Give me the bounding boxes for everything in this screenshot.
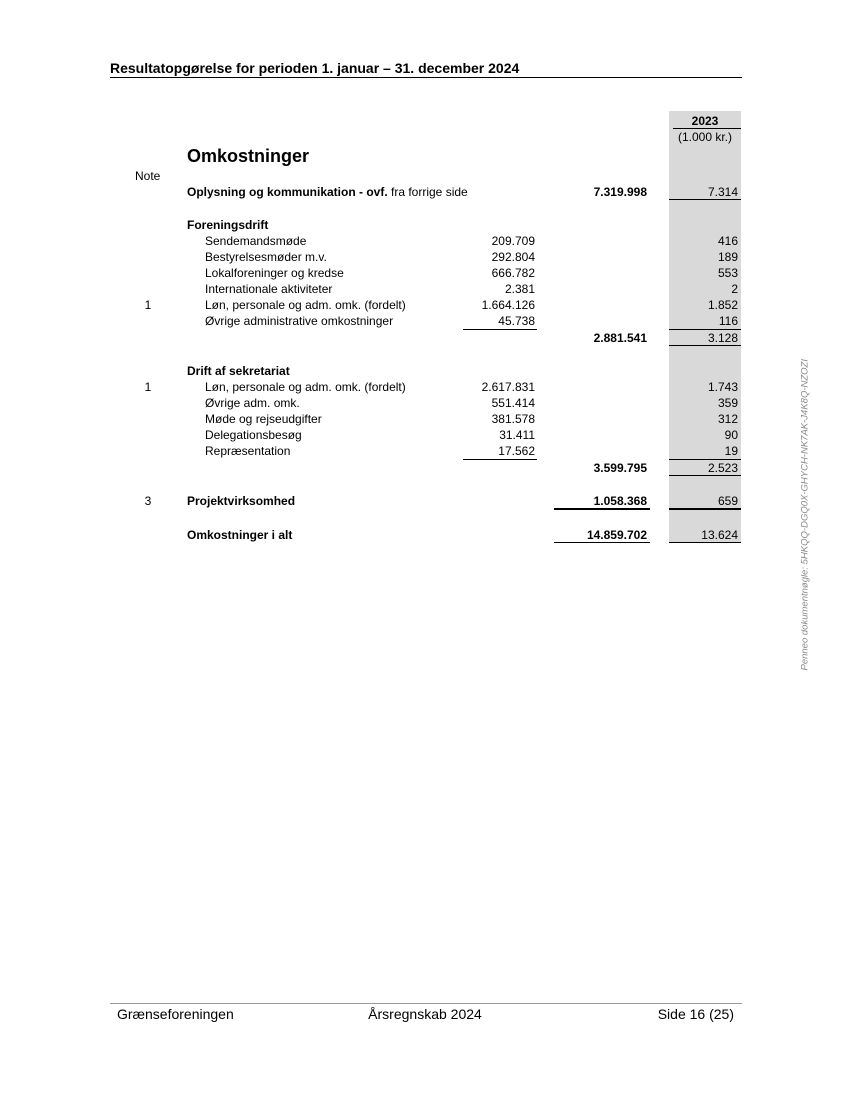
note-column-label: Note [135,169,161,183]
sekretariat-prior-total-rule [669,475,741,476]
foreningsdrift-item-prior: 2 [731,282,738,296]
sekretariat-item-prior: 359 [717,396,738,410]
foreningsdrift-item-label: Løn, personale og adm. omk. (fordelt) [205,298,406,312]
sekretariat-item-amount: 551.414 [491,396,535,410]
sekretariat-prior-rule [669,459,741,460]
carried-forward-total: 7.319.998 [593,185,647,199]
prior-year-heading-rule [673,128,741,129]
sekretariat-item-label: Møde og rejseudgifter [205,412,322,426]
foreningsdrift-item-amount: 45.738 [498,314,535,328]
prior-year-heading: 2023 [691,114,719,128]
sekretariat-item-prior: 90 [724,428,738,442]
footer-document-title: Årsregnskab 2024 [368,1006,482,1022]
foreningsdrift-item-prior: 553 [717,266,738,280]
foreningsdrift-item-amount: 666.782 [491,266,535,280]
sekretariat-item-amount: 31.411 [499,428,535,442]
foreningsdrift-total: 2.881.541 [593,331,647,345]
foreningsdrift-item-amount: 209.709 [491,234,535,248]
sekretariat-item-prior: 19 [724,444,738,458]
foreningsdrift-item-note: 1 [144,298,152,312]
foreningsdrift-item-prior: 189 [717,250,738,264]
foreningsdrift-prior-rule [669,329,741,330]
sekretariat-title: Drift af sekretariat [187,364,290,378]
sekretariat-item-label: Øvrige adm. omk. [205,396,300,410]
projekt-prior: 659 [717,494,738,508]
projekt-label: Projektvirksomhed [187,494,296,508]
foreningsdrift-item-label: Sendemandsmøde [205,234,307,248]
grand-total-prior-rule [669,542,741,543]
carried-forward-prior: 7.314 [707,185,738,199]
sekretariat-item-prior: 1.743 [707,380,738,394]
carried-forward-label-bold: Oplysning og kommunikation - ovf. [187,185,388,199]
foreningsdrift-item-amount: 292.804 [491,250,535,264]
sekretariat-item-label: Delegationsbesøg [205,428,302,442]
sekretariat-item-note: 1 [144,380,152,394]
foreningsdrift-item-prior: 416 [717,234,738,248]
carried-forward-prior-rule [669,199,741,200]
foreningsdrift-prior-total-rule [669,345,741,346]
footer-divider [110,1003,742,1004]
grand-total-label: Omkostninger i alt [187,528,293,542]
foreningsdrift-prior-total: 3.128 [707,331,738,345]
grand-total-rule [554,542,650,543]
foreningsdrift-item-prior: 1.852 [707,298,738,312]
section-title: Omkostninger [187,146,310,166]
carried-forward-label-suffix: fra forrige side [387,185,468,199]
sekretariat-item-label: Løn, personale og adm. omk. (fordelt) [205,380,406,394]
foreningsdrift-item-label: Lokalforeninger og kredse [205,266,344,280]
foreningsdrift-item-label: Bestyrelsesmøder m.v. [205,250,327,264]
sekretariat-item-amount: 2.617.831 [481,380,535,394]
sekretariat-amount-rule [463,459,537,460]
sekretariat-item-label: Repræsentation [205,444,291,458]
footer-organization: Grænseforeningen [117,1006,234,1022]
header-divider [110,77,742,78]
sekretariat-item-prior: 312 [717,412,738,426]
footer-page-number: Side 16 (25) [657,1006,734,1022]
foreningsdrift-item-amount: 1.664.126 [481,298,535,312]
page-header-title: Resultatopgørelse for perioden 1. januar – 31. december 2024 [110,60,520,76]
foreningsdrift-item-label: Øvrige administrative omkostninger [205,314,394,328]
grand-total-prior: 13.624 [701,528,738,542]
projekt-total-rule [554,508,650,510]
sekretariat-item-amount: 381.578 [491,412,535,426]
penneo-watermark: Penneo dokumentnøgle: 5HKQQ-DGQ0X-GHYCH-NK7AK-J4K8Q-NZOZI [799,359,811,671]
foreningsdrift-item-amount: 2.381 [504,282,535,296]
projekt-prior-rule [669,508,741,510]
foreningsdrift-title: Foreningsdrift [187,218,269,232]
sekretariat-total: 3.599.795 [593,461,647,475]
foreningsdrift-item-prior: 116 [718,314,738,328]
projekt-note: 3 [144,494,152,508]
carried-forward-label [187,185,468,199]
foreningsdrift-item-label: Internationale aktiviteter [205,282,333,296]
sekretariat-prior-total: 2.523 [707,461,738,475]
prior-year-unit: (1.000 kr.) [677,130,733,144]
foreningsdrift-amount-rule [463,329,537,330]
sekretariat-item-amount: 17.562 [498,444,535,458]
grand-total-amount: 14.859.702 [586,528,647,542]
projekt-total: 1.058.368 [593,494,647,508]
